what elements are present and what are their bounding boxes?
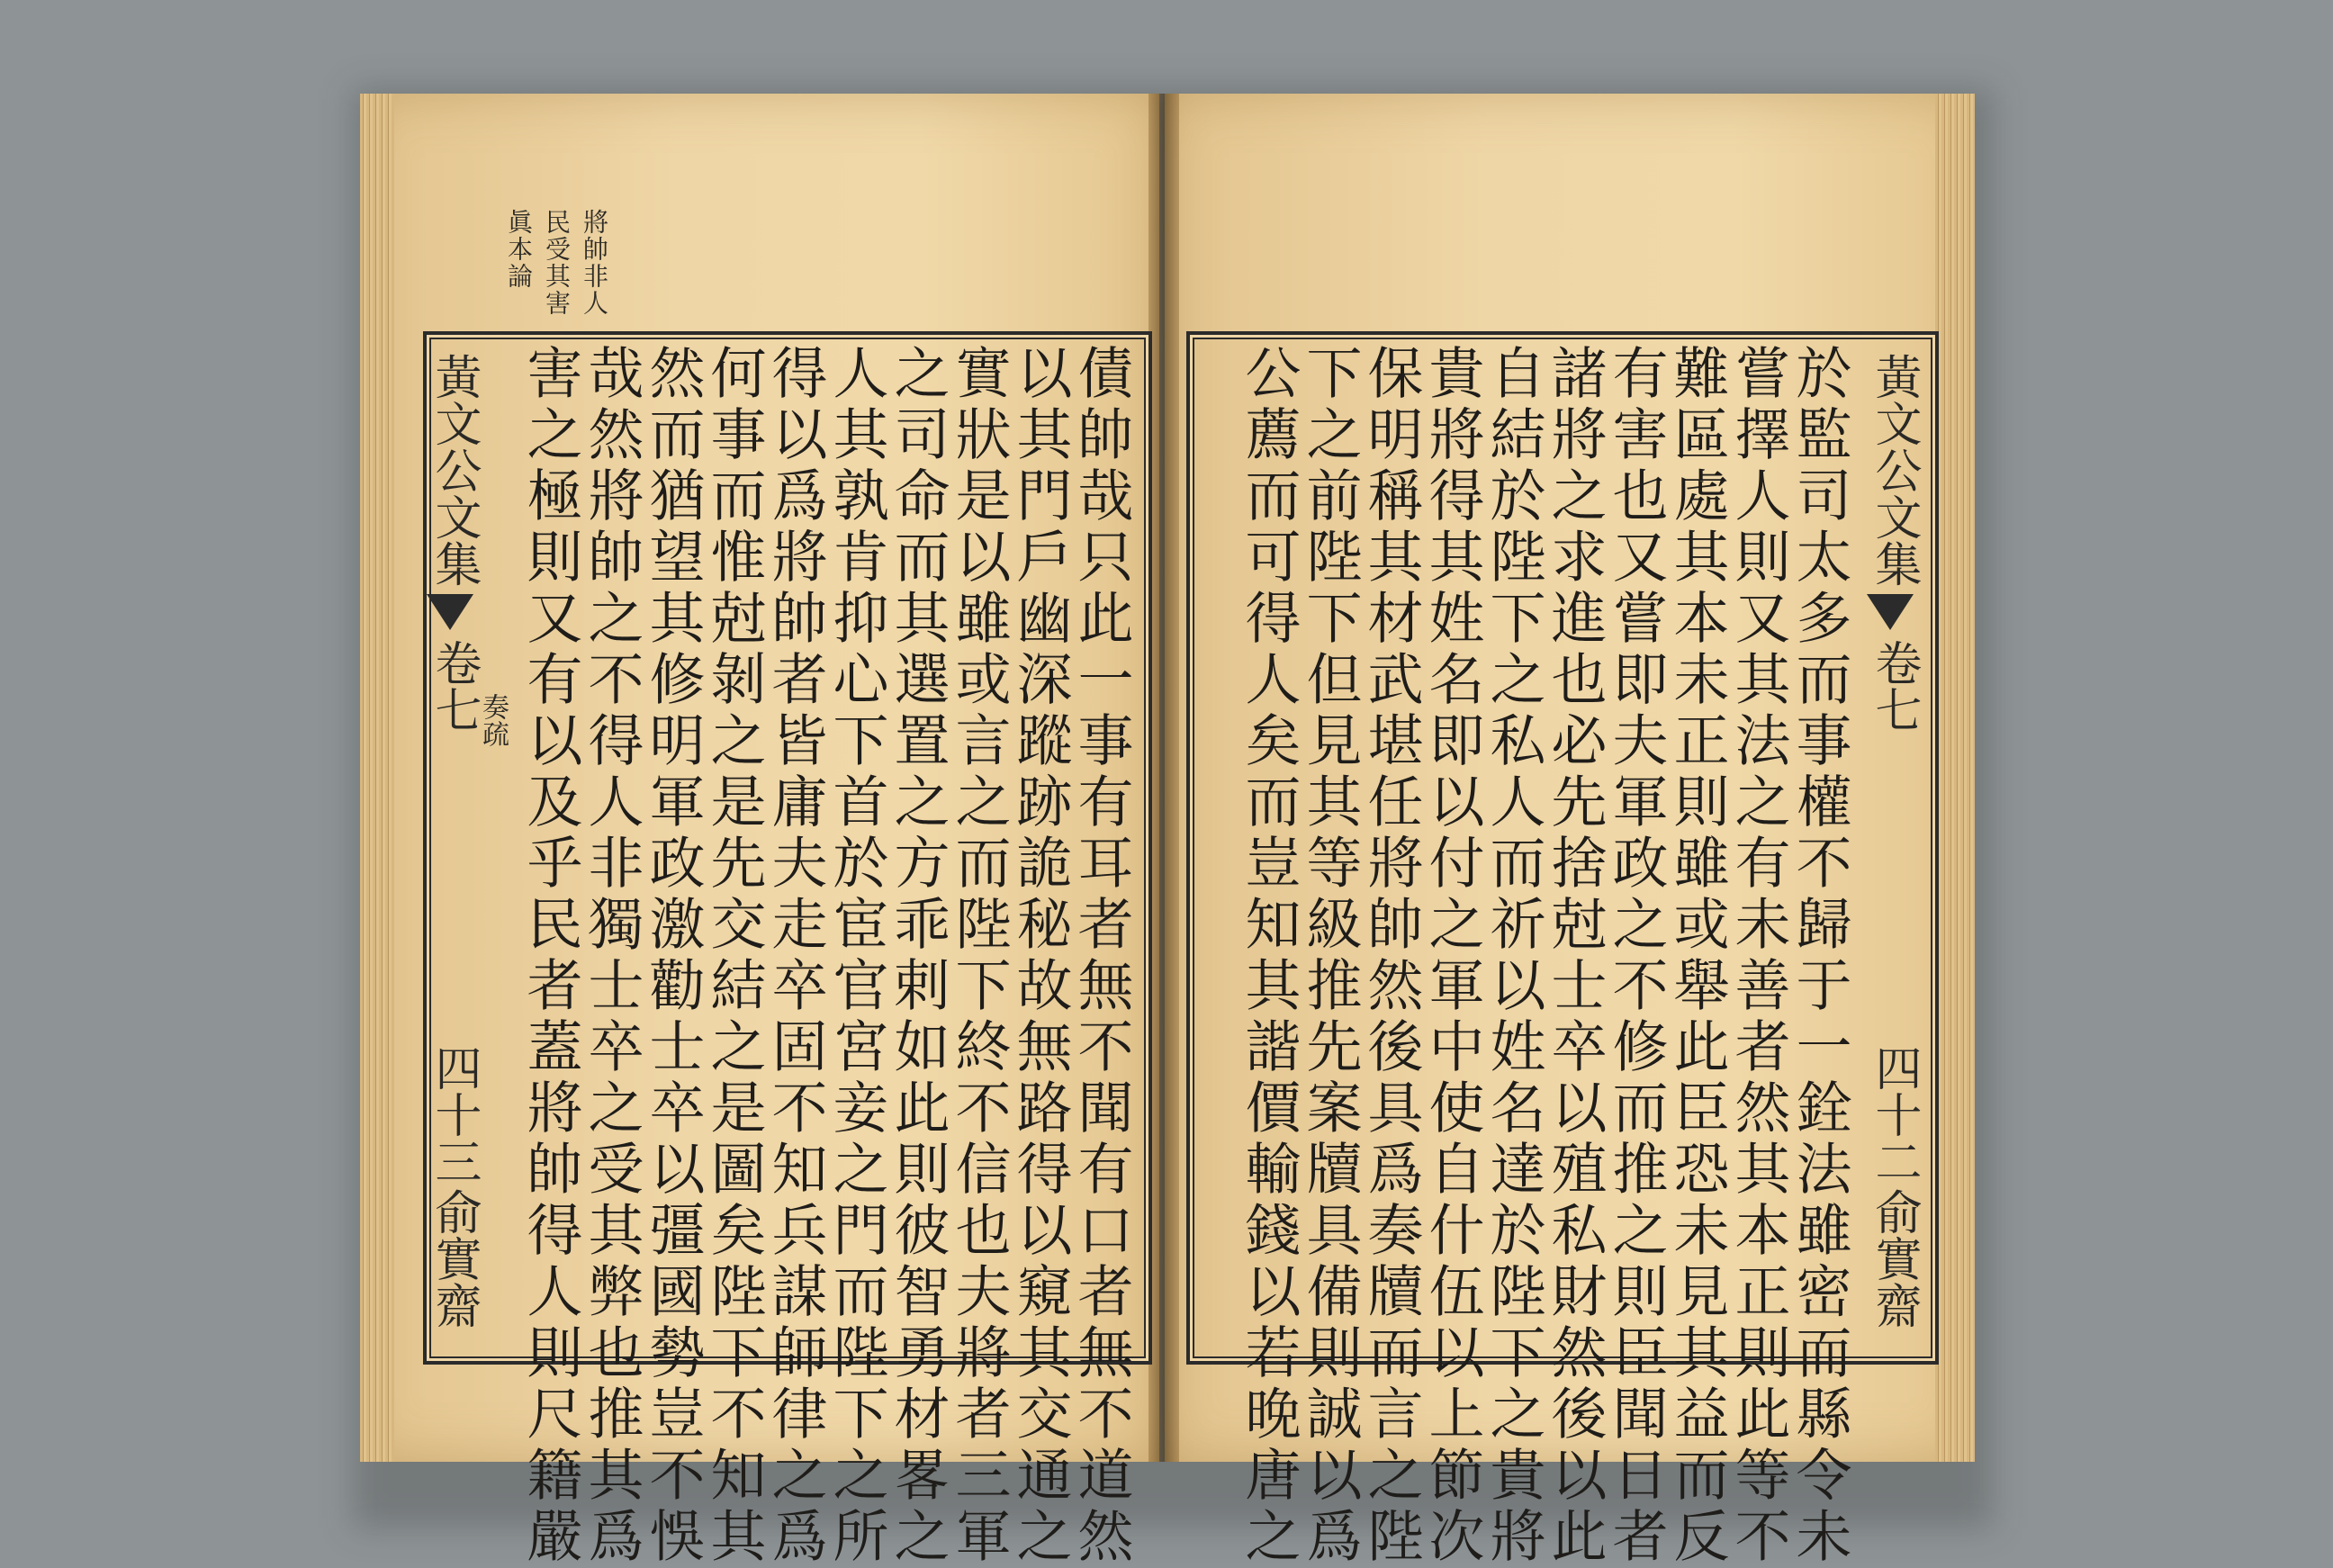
text-column: 得以爲將帥者皆庸夫走卒固不知兵謀師律之爲 [762, 344, 828, 1568]
book-title: 黃文公文集 [1867, 353, 1921, 587]
fish-tail-mark [1867, 594, 1914, 630]
volume-label: 卷七 [1867, 639, 1921, 733]
text-column: 有害也又嘗即夫軍政之不修而推之則臣聞日者 [1603, 344, 1669, 1568]
text-column: 貴將得其姓名即以付之軍中使自什伍以上節次 [1419, 344, 1485, 1568]
text-column: 於監司太多而事權不歸于一銓法雖密而縣令未 [1787, 344, 1852, 1568]
text-column: 人其孰肯抑心下首於宦官宮妾之門而陛下之所 [824, 344, 889, 1568]
margin-note-line: 眞本論 [504, 209, 534, 290]
section-label: 奏疏 [477, 693, 509, 747]
text-column: 保明稱其材武堪任將帥然後具爲奏牘而言之陛 [1358, 344, 1424, 1568]
volume-label: 卷七 [427, 639, 481, 733]
text-column: 嘗擇人則又其法之有未善者然其本正則此等不 [1725, 344, 1791, 1568]
text-column: 公薦而可得人矣而豈知其諧價輸錢以若晚唐之 [1236, 344, 1302, 1568]
folio-number: 四十二 [1867, 1044, 1921, 1185]
text-column: 害之極則又有以及乎民者蓋將帥得人則尺籍嚴 [518, 344, 583, 1568]
margin-note-line: 民受其害 [542, 209, 572, 317]
text-column: 下之前陛下但見其等級推先案牘具備則誠以爲 [1297, 344, 1363, 1568]
text-column: 難區處其本未正則雖或舉此臣恐未見其益而反 [1664, 344, 1730, 1568]
text-column: 何事而惟尅剝之是先交結之是圖矣陛下不知其 [701, 344, 767, 1568]
text-column: 以其門戶幽深蹤跡詭秘故無路得以窺其交通之 [1007, 344, 1073, 1568]
text-column: 然而猶望其修明軍政激勸士卒以彊國勢豈不悞 [640, 344, 706, 1568]
publisher-mark: 俞實齋 [427, 1188, 481, 1329]
text-column: 之司命而其選置之方乖剌如此則彼智勇材畧之 [885, 344, 950, 1568]
margin-note-line: 將帥非人 [580, 209, 609, 317]
text-column: 哉然將帥之不得人非獨士卒之受其弊也推其爲 [579, 344, 644, 1568]
text-column: 自結於陛下之私人而祈以姓名達於陛下之貴將 [1481, 344, 1546, 1568]
text-column: 債帥哉只此一事有耳者無不聞有口者無不道然 [1068, 344, 1134, 1568]
left-fore-edge [360, 94, 394, 1462]
folio-number: 四十三 [427, 1044, 481, 1185]
book-title: 黃文公文集 [427, 353, 481, 587]
publisher-mark: 俞實齋 [1867, 1188, 1921, 1329]
fish-tail-mark [427, 594, 473, 630]
right-fore-edge [1935, 94, 1975, 1462]
text-column: 諸將之求進也必先捨尅士卒以殖私財然後以此 [1542, 344, 1608, 1568]
text-column: 實狀是以雖或言之而陛下終不信也夫將者三軍 [946, 344, 1012, 1568]
book-gutter [1148, 94, 1179, 1462]
